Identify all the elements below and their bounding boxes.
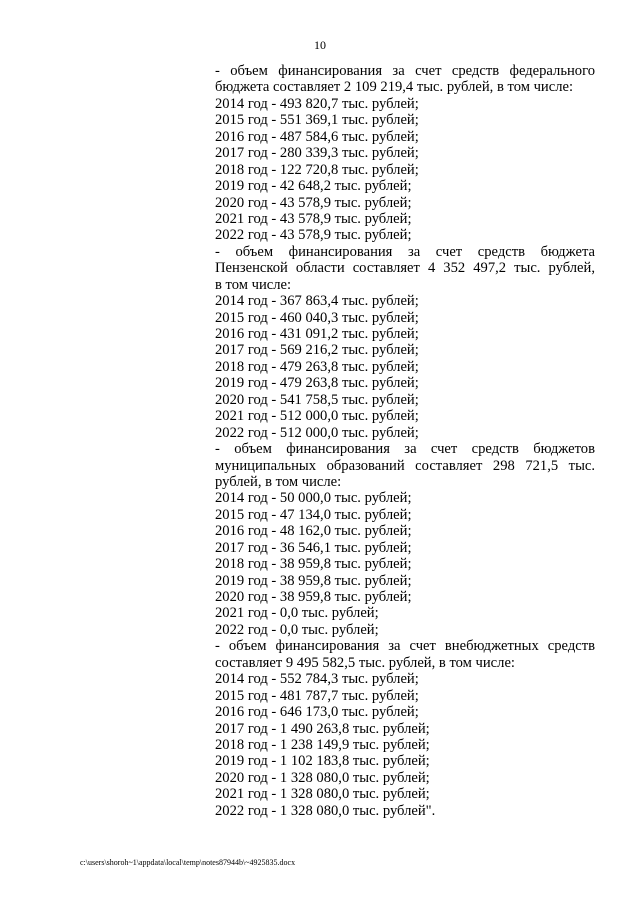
year-line: 2014 год - 552 784,3 тыс. рублей; [215,671,419,688]
year-line: 2014 год - 493 820,7 тыс. рублей; [215,95,419,112]
year-line: 2019 год - 38 959,8 тыс. рублей; [215,572,412,589]
year-line: 2022 год - 1 328 080,0 тыс. рублей". [215,802,436,819]
year-line: 2020 год - 1 328 080,0 тыс. рублей; [215,769,430,786]
footer-file-path: c:\users\shoroh~1\appdata\local\temp\notes87944b\~4925835.docx [80,858,296,867]
year-line: 2014 год - 367 863,4 тыс. рублей; [215,293,419,310]
year-line: 2018 год - 1 238 149,9 тыс. рублей; [215,736,430,753]
year-line: 2020 год - 38 959,8 тыс. рублей; [215,589,412,605]
funding-intro-line: бюджета составляет 2 109 219,4 тыс. рублей, в том числе: [215,79,574,96]
year-line: 2021 год - 0,0 тыс. рублей; [215,605,379,622]
year-line: 2022 год - 512 000,0 тыс. рублей; [215,424,419,441]
funding-intro-line: Пензенской области составляет 4 352 497,2 тыс. рублей, [215,260,595,277]
year-line: 2021 год - 1 328 080,0 тыс. рублей; [215,786,430,803]
year-line: 2018 год - 38 959,8 тыс. рублей; [215,556,412,573]
year-line: 2017 год - 280 339,3 тыс. рублей; [215,145,419,162]
year-line: 2017 год - 36 546,1 тыс. рублей; [215,539,412,556]
funding-intro-line: - объем финансирования за счет средств бюджета [215,243,595,260]
year-line: 2021 год - 512 000,0 тыс. рублей; [215,408,419,425]
funding-intro-line: составляет 9 495 582,5 тыс. рублей, в том числе: [215,654,515,671]
funding-intro-line: - объем финансирования за счет внебюджетных средств [215,638,595,655]
year-line: 2020 год - 541 758,5 тыс. рублей; [215,391,419,408]
year-line: 2016 год - 487 584,6 тыс. рублей; [215,128,419,145]
year-line: 2022 год - 43 578,9 тыс. рублей; [215,227,412,244]
funding-block-regional [215,244,595,441]
funding-intro-line: - объем финансирования за счет средств бюджетов [215,441,595,458]
year-line: 2015 год - 47 134,0 тыс. рублей; [215,506,412,523]
document-body [215,63,595,819]
year-line: 2018 год - 479 263,8 тыс. рублей; [215,358,419,375]
funding-intro-line: муниципальных образований составляет 298 721,5 тыс. [215,457,595,474]
year-line: 2017 год - 569 216,2 тыс. рублей; [215,342,419,359]
year-line: 2016 год - 646 173,0 тыс. рублей; [215,704,419,721]
funding-block-federal [215,63,595,244]
year-line: 2017 год - 1 490 263,8 тыс. рублей; [215,720,430,737]
year-line: 2019 год - 42 648,2 тыс. рублей; [215,178,412,195]
year-line: 2015 год - 481 787,7 тыс. рублей; [215,687,419,704]
funding-block-extrabudgetary [215,638,595,819]
year-line: 2016 год - 431 091,2 тыс. рублей; [215,326,419,342]
year-line: 2014 год - 50 000,0 тыс. рублей; [215,490,412,507]
year-line: 2016 год - 48 162,0 тыс. рублей; [215,523,412,540]
funding-intro-line: в том числе: [215,276,292,293]
year-line: 2015 год - 551 369,1 тыс. рублей; [215,112,419,129]
funding-block-municipal [215,441,595,638]
year-line: 2018 год - 122 720,8 тыс. рублей; [215,161,419,178]
year-line: 2022 год - 0,0 тыс. рублей; [215,621,379,638]
funding-intro-line: - объем финансирования за счет средств федерального [215,63,595,79]
page-number: 10 [314,38,326,52]
year-line: 2019 год - 479 263,8 тыс. рублей; [215,375,419,392]
year-line: 2015 год - 460 040,3 тыс. рублей; [215,309,419,326]
funding-intro-line: рублей, в том числе: [215,473,342,490]
year-line: 2019 год - 1 102 183,8 тыс. рублей; [215,753,430,770]
year-line: 2021 год - 43 578,9 тыс. рублей; [215,210,412,227]
year-line: 2020 год - 43 578,9 тыс. рублей; [215,194,412,211]
